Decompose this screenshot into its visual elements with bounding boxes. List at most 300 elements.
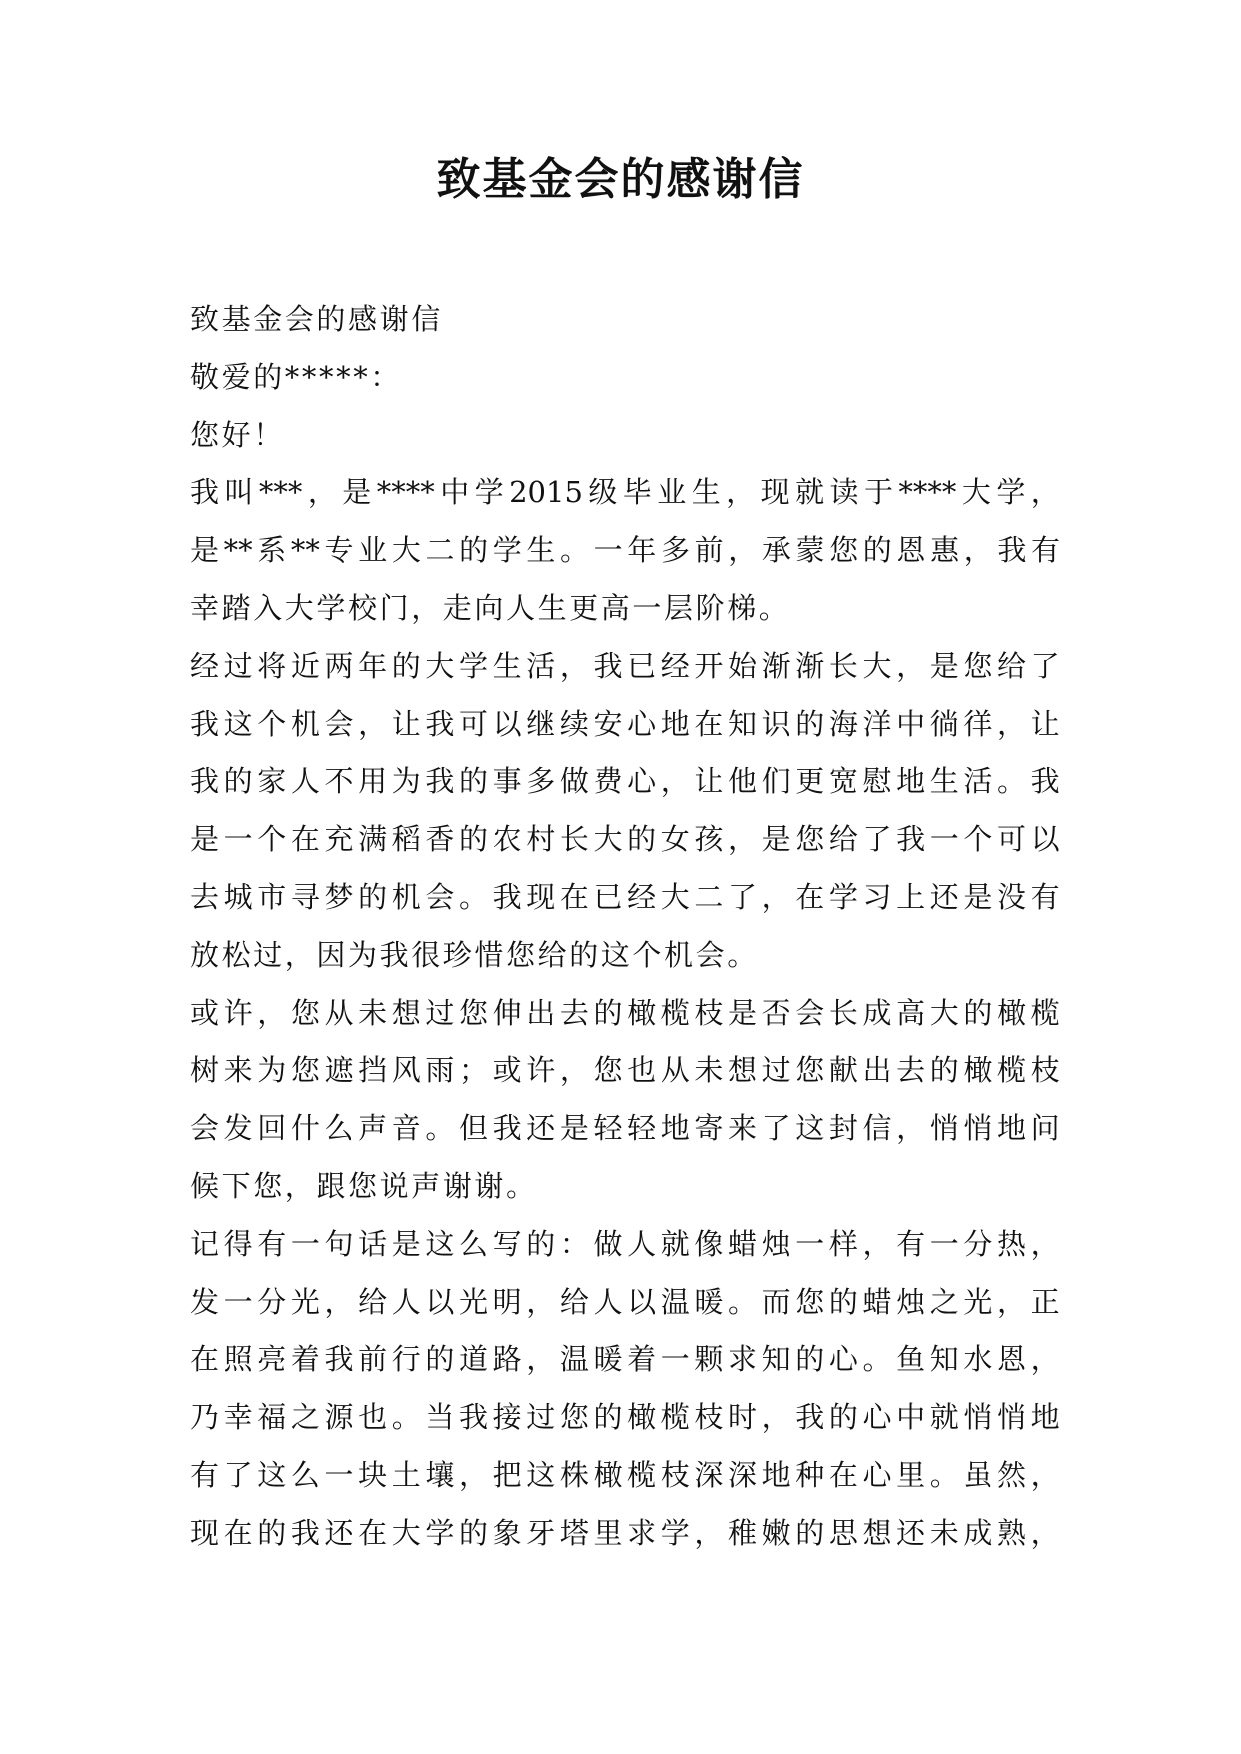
paragraph-line <box>190 522 1060 580</box>
char: 宽 <box>828 764 858 799</box>
char: 着 <box>627 1342 657 1377</box>
char: 么 <box>290 1457 320 1492</box>
char: 学 <box>474 475 504 510</box>
char: 我 <box>492 879 522 914</box>
char: 的 <box>795 1515 825 1550</box>
char: 橄 <box>593 1457 623 1492</box>
char: 求 <box>728 1342 758 1377</box>
char: 我 <box>593 648 623 683</box>
char: ， <box>559 1053 589 1088</box>
char: 一 <box>795 1226 825 1261</box>
char: 在 <box>223 1515 253 1550</box>
char: ** <box>223 533 253 568</box>
char: 给 <box>559 1284 589 1319</box>
char: 您 <box>795 1053 825 1088</box>
paragraph-line <box>190 1274 1060 1332</box>
char: 的 <box>358 879 388 914</box>
char: 这 <box>425 1226 455 1261</box>
char: ， <box>728 533 758 568</box>
char: 大 <box>660 879 690 914</box>
char: 以 <box>627 1284 657 1319</box>
char: 没 <box>997 879 1027 914</box>
char: 还 <box>324 1515 354 1550</box>
char: ； <box>459 1053 489 1088</box>
char: 什 <box>290 1111 320 1146</box>
char: 种 <box>795 1457 825 1492</box>
char: 是 <box>190 822 220 857</box>
char: 经 <box>627 879 657 914</box>
char: 一 <box>929 1226 959 1261</box>
char: ， <box>728 822 758 857</box>
char: 在 <box>694 706 724 741</box>
char: 学 <box>459 648 489 683</box>
char: **** <box>376 475 435 510</box>
char: 鱼 <box>896 1342 926 1377</box>
char: 遮 <box>324 1053 354 1088</box>
char: 惠 <box>930 533 960 568</box>
paragraph-line <box>190 1505 1060 1563</box>
char: 生 <box>691 475 721 510</box>
char: 幸 <box>223 1400 253 1435</box>
char: 发 <box>190 1284 220 1319</box>
char: 还 <box>526 1111 556 1146</box>
char: ， <box>761 879 791 914</box>
char: 思 <box>828 1515 858 1550</box>
char: 就 <box>929 1400 959 1435</box>
char: 习 <box>862 879 892 914</box>
char: 心 <box>828 1342 858 1377</box>
char: 里 <box>593 1515 623 1550</box>
char: 的 <box>526 1226 556 1261</box>
char: 城 <box>223 879 253 914</box>
char: 个 <box>257 706 287 741</box>
char: 您 <box>593 1053 623 1088</box>
char: 象 <box>492 1515 522 1550</box>
char: **** <box>898 475 957 510</box>
char: ， <box>660 764 690 799</box>
char: 人 <box>627 1226 657 1261</box>
char: 样 <box>828 1226 858 1261</box>
char: 让 <box>694 764 724 799</box>
char: 您 <box>559 1400 589 1435</box>
char: ， <box>1030 1515 1060 1550</box>
char: 做 <box>559 764 589 799</box>
char: 稚 <box>728 1515 758 1550</box>
char: 已 <box>593 879 623 914</box>
char: 人 <box>593 1284 623 1319</box>
char: 是 <box>728 995 758 1030</box>
char: 来 <box>728 1111 758 1146</box>
char: 叫 <box>224 475 254 510</box>
char: 始 <box>728 648 758 683</box>
char: 前 <box>694 533 724 568</box>
paragraph-line <box>190 753 1060 811</box>
char: 您 <box>829 533 859 568</box>
char: 生 <box>929 764 959 799</box>
char: 从 <box>660 1053 690 1088</box>
char: 年 <box>627 533 657 568</box>
char: 这 <box>257 1457 287 1492</box>
char: 的 <box>627 822 657 857</box>
char: 榄 <box>660 995 690 1030</box>
char: 大 <box>425 648 455 683</box>
char: 是 <box>963 879 993 914</box>
char: 现 <box>190 1515 220 1550</box>
char: 光 <box>963 1284 993 1319</box>
char: 这 <box>223 706 253 741</box>
char: 风 <box>391 1053 421 1088</box>
char: ， <box>997 706 1027 741</box>
char: 一 <box>593 533 623 568</box>
char: 写 <box>492 1226 522 1261</box>
char: ， <box>694 1515 724 1550</box>
char: 的 <box>459 1515 489 1550</box>
char: 地 <box>660 1111 690 1146</box>
char: 您 <box>795 1284 825 1319</box>
char: 地 <box>761 1457 791 1492</box>
char: 大 <box>391 533 421 568</box>
char: 地 <box>1030 1400 1060 1435</box>
char: 有 <box>1030 879 1060 914</box>
char: 活 <box>526 648 556 683</box>
char: 他 <box>728 764 758 799</box>
char: 的 <box>257 1515 287 1550</box>
char: 我 <box>290 1515 320 1550</box>
char: 心 <box>627 764 657 799</box>
char: 有 <box>190 1457 220 1492</box>
char: 株 <box>559 1457 589 1492</box>
char: 榄 <box>627 1457 657 1492</box>
char: 的 <box>459 533 489 568</box>
char: 分 <box>257 1284 287 1319</box>
char: 会 <box>190 1111 220 1146</box>
char: 了 <box>761 1111 791 1146</box>
char: 为 <box>257 1053 287 1088</box>
char: 光 <box>459 1284 489 1319</box>
char: 孩 <box>694 822 724 857</box>
char: 橄 <box>997 995 1027 1030</box>
char: 中 <box>896 706 926 741</box>
char: 在 <box>559 879 589 914</box>
char: 承 <box>761 533 791 568</box>
char: 上 <box>896 879 926 914</box>
char: 照 <box>223 1342 253 1377</box>
char: 我 <box>190 706 220 741</box>
char: 在 <box>290 822 320 857</box>
char: 洋 <box>862 706 892 741</box>
char: 源 <box>324 1400 354 1435</box>
char: 满 <box>358 822 388 857</box>
char: 。 <box>929 1457 959 1492</box>
char: 伸 <box>492 995 522 1030</box>
char: 轻 <box>593 1111 623 1146</box>
char: 明 <box>492 1284 522 1319</box>
char: 二 <box>694 879 724 914</box>
char: 个 <box>963 822 993 857</box>
char: ， <box>526 1284 556 1319</box>
char: 想 <box>862 1515 892 1550</box>
char: 于 <box>863 475 893 510</box>
char: 一 <box>223 822 253 857</box>
char: 的 <box>795 1342 825 1377</box>
char: 会 <box>795 995 825 1030</box>
char: 以 <box>1030 822 1060 857</box>
char: 有 <box>896 1226 926 1261</box>
char: 们 <box>761 764 791 799</box>
char: ， <box>1030 475 1060 510</box>
char: ， <box>1030 1457 1060 1492</box>
char: 更 <box>795 764 825 799</box>
char: 也 <box>627 1053 657 1088</box>
char: 接 <box>492 1400 522 1435</box>
char: 挡 <box>358 1053 388 1088</box>
char: 心 <box>862 1457 892 1492</box>
char: 大 <box>929 995 959 1030</box>
char: 许 <box>526 1053 556 1088</box>
char: 水 <box>963 1342 993 1377</box>
char: 光 <box>290 1284 320 1319</box>
char: 块 <box>358 1457 388 1492</box>
char: 去 <box>559 995 589 1030</box>
char: 么 <box>324 1111 354 1146</box>
char: 用 <box>358 764 388 799</box>
char: 我 <box>190 764 220 799</box>
char: 成 <box>862 995 892 1030</box>
char: 这 <box>795 1111 825 1146</box>
char: ， <box>997 1284 1027 1319</box>
char: 给 <box>358 1284 388 1319</box>
char: 枝 <box>694 995 724 1030</box>
char: 慰 <box>862 764 892 799</box>
char: 树 <box>190 1053 220 1088</box>
char: 。 <box>560 533 590 568</box>
char: 道 <box>459 1342 489 1377</box>
char: 许 <box>223 995 253 1030</box>
char: 您 <box>459 995 489 1030</box>
char: 续 <box>559 706 589 741</box>
char: 。 <box>997 764 1027 799</box>
char: 我 <box>1030 764 1060 799</box>
char: 机 <box>290 706 320 741</box>
paragraph-line <box>190 1042 1060 1100</box>
char: 轻 <box>627 1111 657 1146</box>
char: ： <box>559 1226 589 1261</box>
char: 在 <box>828 1457 858 1492</box>
char: 家 <box>257 764 287 799</box>
char: 在 <box>358 1515 388 1550</box>
char: 是 <box>929 648 959 683</box>
char: 蒙 <box>795 533 825 568</box>
salutation-line: 敬爱的*****： <box>190 359 402 394</box>
char: 市 <box>257 879 287 914</box>
char: 开 <box>694 648 724 683</box>
char: 未 <box>929 1515 959 1550</box>
char: 人 <box>391 1284 421 1319</box>
char: 可 <box>997 822 1027 857</box>
char: 前 <box>358 1342 388 1377</box>
char: 我 <box>190 475 220 510</box>
char: 么 <box>459 1226 489 1261</box>
char: 的 <box>223 764 253 799</box>
char: 福 <box>257 1400 287 1435</box>
char: 还 <box>929 879 959 914</box>
char: 二 <box>425 533 455 568</box>
char: 。 <box>391 1400 421 1435</box>
paragraph-line <box>190 869 1060 927</box>
char: 的 <box>459 764 489 799</box>
char: 悄 <box>929 1111 959 1146</box>
char: 生 <box>492 648 522 683</box>
char: 将 <box>257 648 287 683</box>
char: 了 <box>862 822 892 857</box>
char: 热 <box>997 1226 1027 1261</box>
char: ， <box>358 706 388 741</box>
char: 心 <box>862 1400 892 1435</box>
char: 回 <box>257 1111 287 1146</box>
char: 梦 <box>324 879 354 914</box>
char: 中 <box>440 475 470 510</box>
char: 封 <box>828 1111 858 1146</box>
char: 学 <box>996 475 1026 510</box>
char: 橄 <box>963 1053 993 1088</box>
char: 是 <box>391 1226 421 1261</box>
char: 我 <box>459 1400 489 1435</box>
char: 恩 <box>997 1342 1027 1377</box>
char: 我 <box>425 706 455 741</box>
char: 嫩 <box>761 1515 791 1550</box>
char: 您 <box>290 995 320 1030</box>
char: 。 <box>728 1284 758 1319</box>
char: 得 <box>223 1226 253 1261</box>
char: 让 <box>1030 706 1060 741</box>
char: 知 <box>929 1342 959 1377</box>
char: ， <box>862 1226 892 1261</box>
char: 长 <box>828 995 858 1030</box>
char: ， <box>1030 1226 1060 1261</box>
char: 未 <box>358 995 388 1030</box>
paragraph-line <box>190 638 1060 696</box>
char: 问 <box>1030 1111 1060 1146</box>
char: 想 <box>728 1053 758 1088</box>
char: 去 <box>896 1053 926 1088</box>
char: 就 <box>660 1226 690 1261</box>
char: 过 <box>526 1400 556 1435</box>
char: 或 <box>492 1053 522 1088</box>
char: 为 <box>391 764 421 799</box>
char: 事 <box>492 764 522 799</box>
char: ， <box>761 1400 791 1435</box>
char: 这 <box>526 1457 556 1492</box>
char: 让 <box>391 706 421 741</box>
char: 个 <box>257 822 287 857</box>
paragraph-line <box>190 985 1060 1043</box>
char: 烛 <box>896 1284 926 1319</box>
char: 稻 <box>391 822 421 857</box>
char: 可 <box>459 706 489 741</box>
char: 机 <box>391 879 421 914</box>
char: 业 <box>358 533 388 568</box>
char: 已 <box>627 648 657 683</box>
char: 壤 <box>425 1457 455 1492</box>
char: 悄 <box>963 1400 993 1435</box>
char: 榄 <box>997 1053 1027 1088</box>
char: 蜡 <box>728 1226 758 1261</box>
char: 一 <box>223 1284 253 1319</box>
char: 学 <box>492 533 522 568</box>
char: 经 <box>190 648 220 683</box>
char: 颗 <box>694 1342 724 1377</box>
paragraph-line <box>190 1389 1060 1447</box>
char: 专 <box>324 533 354 568</box>
char: ， <box>307 475 337 510</box>
char: 大 <box>862 648 892 683</box>
char: 高 <box>896 995 926 1030</box>
char: 多 <box>660 533 690 568</box>
char: 的 <box>391 648 421 683</box>
char: 了 <box>728 879 758 914</box>
char: 过 <box>223 648 253 683</box>
char: 悄 <box>997 1400 1027 1435</box>
char: 记 <box>190 1226 220 1261</box>
char: 枝 <box>1030 1053 1060 1088</box>
char: 在 <box>795 879 825 914</box>
char: 橄 <box>627 995 657 1030</box>
char: ， <box>896 648 926 683</box>
char: 海 <box>828 706 858 741</box>
char: 的 <box>828 1284 858 1319</box>
char: 读 <box>829 475 859 510</box>
char: 的 <box>459 822 489 857</box>
char: 信 <box>862 1111 892 1146</box>
char: *** <box>258 475 303 510</box>
char: 时 <box>728 1400 758 1435</box>
char: 亮 <box>257 1342 287 1377</box>
char: 毕 <box>622 475 652 510</box>
char: 安 <box>593 706 623 741</box>
char: ， <box>526 1342 556 1377</box>
char: 地 <box>660 706 690 741</box>
char: 熟 <box>997 1515 1027 1550</box>
char: 学 <box>660 1515 690 1550</box>
char: 一 <box>660 1342 690 1377</box>
paragraph-line <box>190 1331 1060 1389</box>
char: 系 <box>257 533 287 568</box>
char: 农 <box>492 822 522 857</box>
char: 音 <box>391 1111 421 1146</box>
letter-heading-line: 致基金会的感谢信 <box>190 302 443 336</box>
char: 之 <box>929 1284 959 1319</box>
char: 有 <box>1030 533 1060 568</box>
char: 级 <box>588 475 618 510</box>
char: 多 <box>526 764 556 799</box>
char: 在 <box>190 1342 220 1377</box>
greeting-line: 您好！ <box>190 417 285 452</box>
char: 的 <box>425 1342 455 1377</box>
char: 大 <box>593 822 623 857</box>
char: 悄 <box>963 1111 993 1146</box>
char: 现 <box>760 475 790 510</box>
char: 我 <box>425 764 455 799</box>
char: 知 <box>761 1342 791 1377</box>
document-title: 致基金会的感谢信 <box>436 154 805 205</box>
char: 以 <box>492 706 522 741</box>
char: 经 <box>660 648 690 683</box>
char: 渐 <box>761 648 791 683</box>
char: 我 <box>997 533 1027 568</box>
char: 恩 <box>896 533 926 568</box>
char: 村 <box>526 822 556 857</box>
char: 徉 <box>963 706 993 741</box>
